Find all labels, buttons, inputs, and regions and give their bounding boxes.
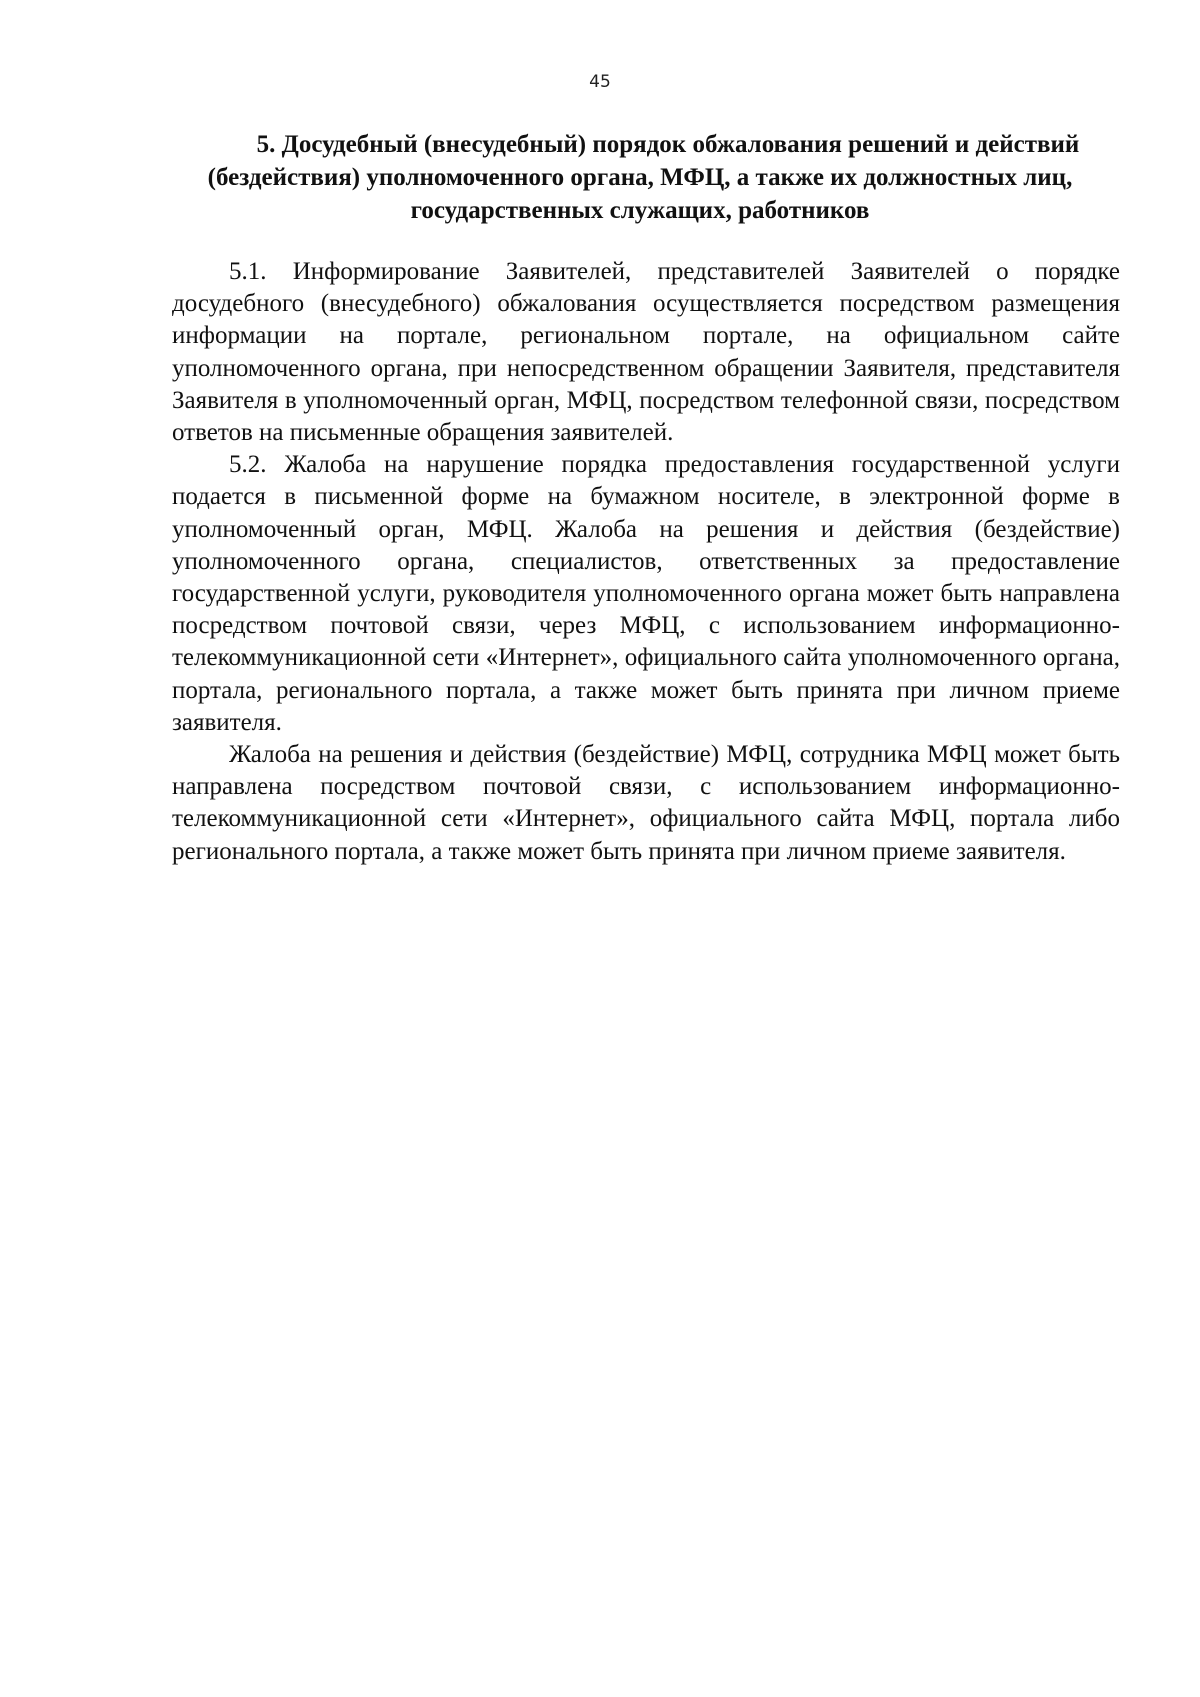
section-heading [200, 128, 1080, 227]
paragraph-5-2: 5.2. Жалоба на нарушение порядка предоставления государственной услуги подается в письменной форме на бумажном носителе, в электронной форме в уполномоченный орган, МФЦ. Жалоба на решения и действия (бездействие) уполномоченного органа, специалистов, ответственных за предоставление государственной услуги, руководителя уполномоченного органа может быть направлена посредством почтовой связи, через МФЦ, с использованием информационно-телекоммуникационной сети «Интернет», официального сайта уполномоченного органа, портала, регионального портала, а также может быть принята при личном приеме заявителя. [172, 451, 1120, 736]
section-heading-rest: действий (бездействия) уполномоченного органа, МФЦ, а также их должностных лиц, государственных служащих, работников [207, 131, 1080, 224]
section-heading-line-1: 5. Досудебный (внесудебный) порядок обжалования решений и [256, 131, 970, 158]
paragraph-5-1: 5.1. Информирование Заявителей, представителей Заявителей о порядке досудебного (внесудебного) обжалования осуществляется посредством размещения информации на портале, региональном портале, на официальном сайте уполномоченного органа, при непосредственном обращении Заявителя, представителя Заявителя в уполномоченный орган, МФЦ, посредством телефонной связи, посредством ответов на письменные обращения заявителей. [172, 258, 1120, 447]
paragraph-5-2-continued: Жалоба на решения и действия (бездействие) МФЦ, сотрудника МФЦ может быть направлена посредством почтовой связи, с использованием информационно-телекоммуникационной сети «Интернет», официального сайта МФЦ, портала либо регионального портала, а также может быть принята при личном приеме заявителя. [172, 741, 1120, 865]
section-body [172, 256, 1120, 868]
page-number: 45 [589, 72, 611, 92]
